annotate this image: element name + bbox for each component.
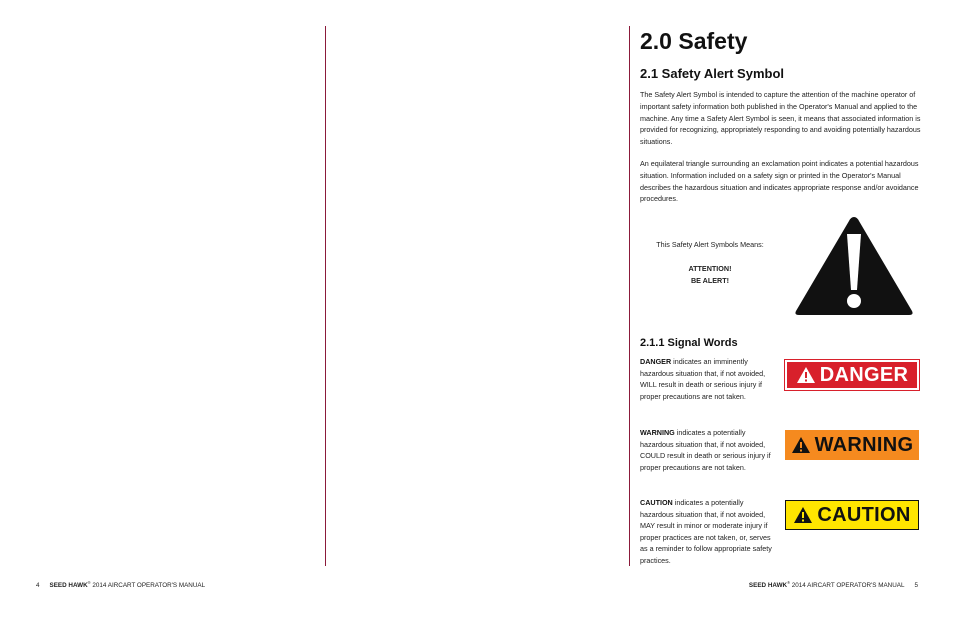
footer-manual-left: 2014 AIRCART OPERATOR'S MANUAL (90, 582, 206, 590)
right-page-margin-rule (629, 26, 630, 566)
danger-description (640, 356, 774, 402)
footer-brand-right: SEED HAWK (748, 582, 788, 590)
footer-manual-right: 2014 AIRCART OPERATOR'S MANUAL (790, 582, 905, 590)
caution-sign (785, 500, 919, 530)
danger-desc-text: indicates an imminently hazardous situation that, if not avoided, WILL result in death or serious injury if proper precautions are not taken. (640, 357, 766, 401)
warning-description (640, 427, 774, 473)
caution-description (640, 497, 774, 567)
right-page-number: 5 (914, 582, 918, 590)
danger-word: DANGER (640, 357, 672, 366)
footer-right (749, 580, 918, 589)
warning-alert-icon (791, 436, 811, 454)
danger-sign (785, 360, 919, 390)
warning-desc-text: indicates a potentially hazardous situation that, if not avoided, COULD result in death or serious injury if proper precautions are not taken. (640, 428, 771, 472)
page-title: 2.0 Safety (640, 28, 748, 54)
warning-word: WARNING (640, 428, 675, 437)
caution-sign-label: CAUTION (817, 503, 911, 526)
left-page-number: 4 (36, 582, 40, 590)
safety-alert-triangle-icon (793, 214, 915, 318)
section-title: 2.1 Safety Alert Symbol (640, 66, 785, 81)
caution-word: CAUTION (640, 498, 673, 507)
signal-words-title: 2.1.1 Signal Words (640, 337, 738, 349)
warning-sign-label: WARNING (814, 433, 914, 456)
danger-sign-label: DANGER (819, 363, 909, 386)
symbol-means-caption: This Safety Alert Symbols Means: (656, 240, 764, 249)
footer-brand-left: SEED HAWK (49, 582, 88, 590)
warning-sign (785, 430, 919, 460)
triangle-paragraph: An equilateral triangle surrounding an exclamation point indicates a potential hazardous situation. Information included on a safety sign or printed in the Operator's Manual describes the hazardous situation and indicates appropriate response and/or avoidance procedures. (640, 159, 919, 204)
danger-alert-icon (796, 366, 816, 384)
attention-label: ATTENTION! (688, 264, 732, 273)
footer-reg-right: ® (787, 580, 791, 585)
intro-paragraph: The Safety Alert Symbol is intended to capture the attention of the machine operator of important safety information both published in the Operator's Manual and applied to the machine. Any time a Safety Alert Symbol is seen, it means that associated information is provided for recognizing, appropriately responding to and avoiding potentially hazardous situations. (640, 90, 921, 147)
left-page-margin-rule (325, 26, 326, 566)
caution-alert-icon (793, 506, 813, 524)
footer-reg-left: ® (87, 580, 91, 585)
be-alert-label: BE ALERT! (690, 276, 730, 285)
caution-desc-text: indicates a potentially hazardous situation that, if not avoided, MAY result in minor or moderate injury if proper practices are not taken, or, serves as a reminder to follow appropriate safety practices. (640, 498, 772, 565)
footer-left (36, 580, 205, 589)
